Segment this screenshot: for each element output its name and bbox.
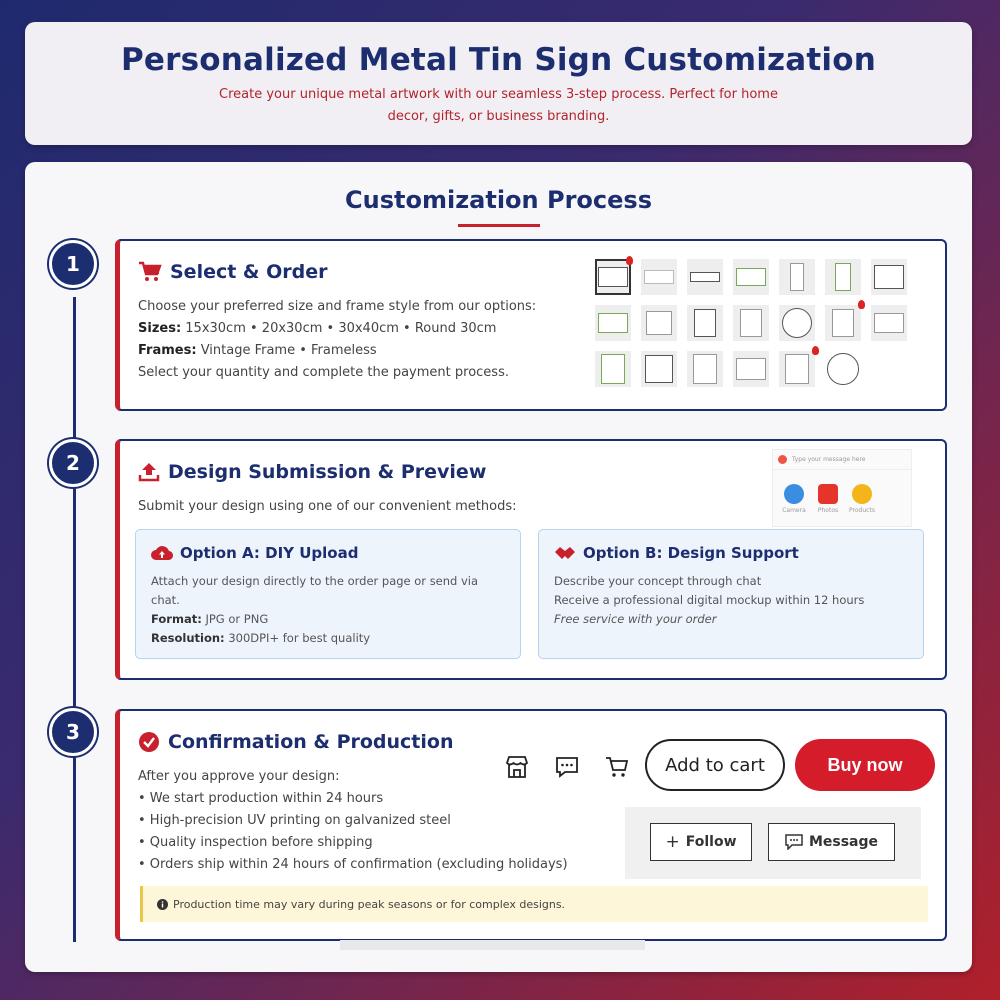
step-1-title-text: Select & Order [170,261,328,283]
bullet-item: • We start production within 24 hours [138,791,384,806]
cart-outline-icon[interactable] [603,753,631,781]
follow-button[interactable] [650,823,752,861]
thumbnail[interactable] [687,351,723,387]
step-3-card [115,709,947,941]
step-3-title-text: Confirmation & Production [168,731,454,753]
resolution-label: Resolution: [151,631,225,645]
production-note [140,886,928,922]
chat-placeholder: Type your message here [792,456,866,463]
thumbnail[interactable] [733,259,769,295]
process-card [25,162,972,972]
close-icon [778,455,787,464]
bullet-item: • High-precision UV printing on galvanized steel [138,813,451,828]
check-circle-icon [138,731,160,753]
thumbnail[interactable] [779,259,815,295]
thumbnail[interactable] [687,259,723,295]
process-title: Customization Process [345,186,652,214]
option-b-line2: Receive a professional digital mockup within 12 hours [554,593,865,607]
thumbnail[interactable] [641,259,677,295]
bullet-item: • Quality inspection before shipping [138,835,373,850]
step-1-outro: Select your quantity and complete the payment process. [138,365,509,380]
hot-icon [858,300,865,309]
add-to-cart-button[interactable]: Add to cart [645,739,785,791]
message-icon [785,834,803,850]
step-3-number: 3 [49,708,97,756]
thumbnail[interactable] [825,351,861,387]
option-b-line3 [554,610,909,629]
thumbnail[interactable] [733,351,769,387]
page-subtitle: Create your unique metal artwork with our seamless 3-step process. Perfect for home decor, gifts, or business branding. [219,87,778,124]
step-1-text [138,296,578,384]
option-b-line3-text: Free service with your order [554,612,717,626]
store-actions [625,807,921,879]
option-a-line1: Attach your design directly to the order page or send via chat. [151,574,479,607]
option-b-card [538,529,924,659]
cart-icon [138,261,162,283]
timeline-line [73,297,76,942]
step-3-text [138,766,608,876]
sizes-label: Sizes: [138,321,182,336]
resolution-line [151,629,506,648]
buy-now-button[interactable]: Buy now [795,739,935,791]
chat-icon[interactable] [553,753,581,781]
follow-label: Follow [685,834,737,850]
option-a-title-text: Option A: DIY Upload [180,544,359,562]
sizes-value: 15x30cm • 20x30cm • 30x40cm • Round 30cm [185,321,497,336]
cloud-upload-icon [151,545,173,561]
thumbnail[interactable] [871,305,907,341]
thumbnail[interactable] [641,351,677,387]
option-b-text [554,572,909,629]
step-2-number: 2 [49,439,97,487]
frames-value: Vintage Frame • Frameless [200,343,377,358]
step-2-intro: Submit your design using one of our convenient methods: [138,499,517,514]
message-label: Message [808,834,879,850]
thumbnail[interactable] [825,305,861,341]
thumbnail[interactable] [687,305,723,341]
option-a-text [151,572,506,648]
thumbnail[interactable] [825,259,861,295]
format-label: Format: [151,612,202,626]
chat-preview [772,449,912,527]
thumbnail[interactable] [595,305,631,341]
plus-icon: + [665,832,680,852]
step-1-card [115,239,947,411]
option-b-title [554,544,799,562]
option-a-card [135,529,521,659]
store-icon[interactable] [503,753,531,781]
step-1-title [138,261,328,283]
sizes-line [138,318,578,340]
title-underline [458,224,540,227]
footer-shadow [340,940,645,950]
hot-icon [626,256,633,265]
thumbnail[interactable] [595,351,631,387]
frames-label: Frames: [138,343,197,358]
step-3-title [138,731,453,753]
camera-option [779,484,809,514]
thumbnail[interactable] [733,305,769,341]
products-option [847,484,877,514]
step-3-intro: After you approve your design: [138,769,340,784]
thumbnail[interactable] [595,259,631,295]
frames-line [138,340,578,362]
step-1-number: 1 [49,240,97,288]
option-b-line1: Describe your concept through chat [554,574,762,588]
note-text: Production time may vary during peak seasons or for complex designs. [173,897,566,911]
products-label: Products [849,507,875,514]
message-button[interactable] [768,823,895,861]
step-2-title-text: Design Submission & Preview [168,461,487,483]
info-icon [157,899,168,910]
step-2-card [115,439,947,680]
thumbnail[interactable] [871,259,907,295]
option-b-title-text: Option B: Design Support [583,544,799,562]
resolution-value: 300DPI+ for best quality [228,631,371,645]
bullet-item: • Orders ship within 24 hours of confirmation (excluding holidays) [138,857,568,872]
page-title: Personalized Metal Tin Sign Customization [120,42,877,78]
thumbnail[interactable] [779,351,815,387]
hot-icon [812,346,819,355]
photos-option [813,484,843,514]
format-value: JPG or PNG [205,612,269,626]
camera-label: Camera [782,507,806,514]
thumbnail[interactable] [779,305,815,341]
header-card [25,22,972,145]
step-1-intro: Choose your preferred size and frame style from our options: [138,299,537,314]
thumbnail[interactable] [641,305,677,341]
step-2-title [138,461,486,483]
upload-icon [138,461,160,483]
format-line [151,610,506,629]
option-a-title [151,544,358,562]
handshake-icon [554,545,576,561]
photos-label: Photos [817,507,839,514]
